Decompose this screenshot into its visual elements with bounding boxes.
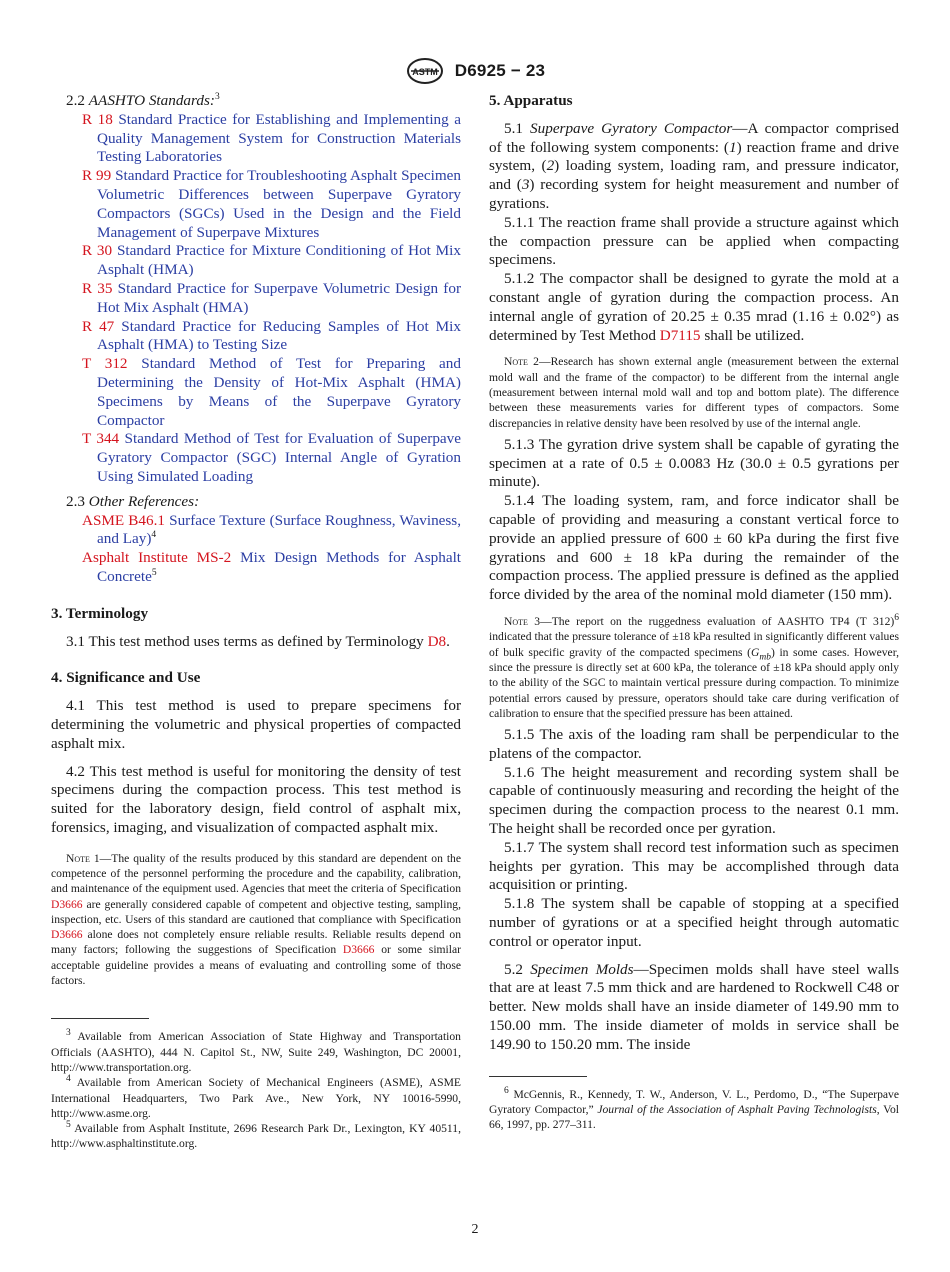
left-column [51,92,461,1152]
d7115-link[interactable]: D7115 [659,326,701,344]
para-3-1: 3.1 This test method uses terms as defined by Terminology D8. [66,632,450,650]
d3666-link[interactable]: D3666 [51,897,83,911]
asphalt-institute-ref[interactable]: Asphalt Institute MS-2 Mix Design Methods for Asphalt Concrete$^5$ [82,549,462,585]
para-5-1-4: 5.1.4 The loading system, ram, and force indicator shall be capable of providing and measuring a constant vertical force to provide an applied pressure of 600 ± 60 kPa during the first five gyrations and 600 ± 18 kPa during the remainder of the compaction process. The applied pressure is defined as the applied force divided by the area of the nominal mold diameter (150 mm). [489,492,899,604]
para-5-1-1: 5.1.1 The reaction frame shall provide a structure against which the compaction pressure can be applied when compacting specimens. [489,213,899,269]
right-column [489,92,899,1133]
ref-item[interactable]: R 18 Standard Practice for Establishing and Implementing a Quality Management System for Construction Materials Testing Laboratories [82,110,461,166]
asme-ref[interactable]: ASME B46.1 Surface Texture (Surface Roughness, Waviness, and Lay)$^4$ [82,511,462,548]
page-header [0,56,950,86]
para-4-1: 4.1 This test method is used to prepare specimens for determining the volumetric and physical properties of compacted asphalt mix. [51,697,461,752]
svg-text:ASTM: ASTM [412,67,438,77]
ref-item[interactable]: R 47 Standard Practice for Reducing Samples of Hot Mix Asphalt (HMA) to Testing Size [82,317,461,354]
footnote-5: $^5$ Available from Asphalt Institute, 2696 Research Park Dr., Lexington, KY 40511, http://www.asphaltinstitute.org. [51,1120,461,1151]
standard-designation: D6925 − 23 [454,61,546,80]
aashto-heading: 2.2 AASHTO Standards:$^3$ [66,91,220,109]
section-3-heading: 3. Terminology [51,604,149,622]
para-5-1-6: 5.1.6 The height measurement and recording system shall be capable of continuously measuring and recording the height of the specimen during the compaction process to the nearest 0.1 mm. The height shall be recorded once per gyration. [489,763,899,838]
footnote-3: $^3$ Available from American Association of State Highway and Transportation Officials (AASHTO), 444 N. Capitol St., NW, Suite 249, Washington, DC 20001, http://www.transportation.org. [51,1028,461,1074]
d8-link[interactable]: D8 [427,632,447,650]
para-5-1-8: 5.1.8 The system shall be capable of stopping at a specified number of gyrations or at a specified height through automatic control or operator input. [489,895,899,950]
other-refs-heading: 2.3 Other References: [66,492,200,510]
para-5-1-2: 5.1.2 The compactor shall be designed to gyrate the mold at a constant angle of gyration during the compaction process. An internal angle of gyration of 20.25 ± 0.35 mrad (1.16 ± 0.02°) as determined by Test Method D7115 shall be utilized. [489,270,899,344]
footnote-divider [51,1018,149,1019]
page-number: 2 [471,1222,479,1237]
para-4-2: 4.2 This test method is useful for monitoring the density of test specimens during the compaction process. This test method is suited for the laboratory design, field control of asphalt mix, forensics, imaging, and visualization of compacted asphalt mix. [51,762,461,836]
section-5-heading: 5. Apparatus [489,92,573,109]
note-2: Note 2—Research has shown external angle (measurement between the external mold wall and the frame of the compactor) to be different from the internal angle (measurement between internal mold wall and top and bottom plate). The difference between these measurements varies for different types of compactors. Some discrepancies in relative density have been resolved by use of the internal angle. [489,355,899,430]
ref-item[interactable]: R 30 Standard Practice for Mixture Conditioning of Hot Mix Asphalt (HMA) [82,242,461,279]
footnote-divider [489,1076,587,1077]
ref-item[interactable]: R 99 Standard Practice for Troubleshooting Asphalt Specimen Volumetric Differences between Superpave Gyratory Compactors (SGCs) Used in the Design and the Field Management of Superpave Mixtures [82,167,461,241]
aashto-ref-list [51,111,461,487]
para-5-1-7: 5.1.7 The system shall record test information such as specimen heights per gyration. This may be accomplished through data acquisition or printing. [489,838,899,894]
d3666-link[interactable]: D3666 [51,928,83,942]
footnote-4: $^4$ Available from American Society of Mechanical Engineers (ASME), ASME International Headquarters, Two Park Ave., New York, NY 10016-5990, http://www.asme.org. [51,1074,462,1120]
para-5-1: 5.1 Superpave Gyratory Compactor—A compactor comprised of the following system components: (1) reaction frame and drive system, (2) loading system, loading ram, and pressure indicator, and (3) recording system for height measurement and number of gyrations. [489,119,900,212]
note-1: Note 1—The quality of the results produced by this standard are dependent on the competence of the personnel performing the procedure and the capability, calibration, and maintenance of the equipment used. Agencies that meet the criteria of Specification D3666 are generally considered capable of competent and objective testing, sampling, inspection, etc. Users of this standard are cautioned that compliance with Specification D3666 alone does not completely ensure reliable results. Reliable results depend on many factors; following the suggestions of Specification D3666 or some similar acceptable guideline provides a means of evaluating and controlling some of those factors. [51,851,462,988]
section-4-heading: 4. Significance and Use [51,669,201,687]
footnote-6: $^6$ McGennis, R., Kennedy, T. W., Anderson, V. L., Perdomo, D., “The Superpave Gyratory Compactor,” Journal of the Association of Asphalt Paving Technologists, Vol 66, 1997, pp. 277–311. [489,1085,899,1132]
astm-logo-icon [405,56,445,86]
ref-item[interactable]: T 312 Standard Method of Test for Preparing and Determining the Density of Hot-Mix Asphalt (HMA) Specimens by Means of the Superpave Gyratory Compactor [82,355,461,429]
ref-item[interactable]: R 35 Standard Practice for Superpave Volumetric Design for Hot Mix Asphalt (HMA) [82,279,462,316]
note-3: Note 3—The report on the ruggedness evaluation of AASHTO TP4 (T 312)$^6$ indicated that the pressure tolerance of ±18 kPa resulted in significantly different values of bulk specific gravity of the compacted specimens $(G_{mb})$ in some cases. However, since the pressure is directly set at 600 kPa, the tolerance of ±18 kPa should apply only to the ability of the SGC to maintain vertical pressure during compaction. To minimize potential errors caused by pressure, operators should take care during verification of calibration to ensure that the specified pressure has been attained. [489,613,899,720]
para-5-1-3: 5.1.3 The gyration drive system shall be capable of gyrating the specimen at a rate of 0.5 ± 0.0083 Hz (30.0 ± 0.5 gyrations per minute). [489,435,899,491]
d3666-link[interactable]: D3666 [342,943,375,957]
para-5-1-5: 5.1.5 The axis of the loading ram shall be perpendicular to the platens of the compactor. [489,726,899,762]
para-5-2: 5.2 Specimen Molds—Specimen molds shall have steel walls that are at least 7.5 mm thick and are hardened to Rockwell C48 or better. New molds shall have an inside diameter of 149.90 mm to 150.00 mm. The inside diameter of molds in service shall be 149.90 to 150.20 mm. The inside [489,960,899,1053]
ref-item[interactable]: T 344 Standard Method of Test for Evaluation of Superpave Gyratory Compactor (SGC) Internal Angle of Gyration Using Simulated Loading [82,430,462,485]
